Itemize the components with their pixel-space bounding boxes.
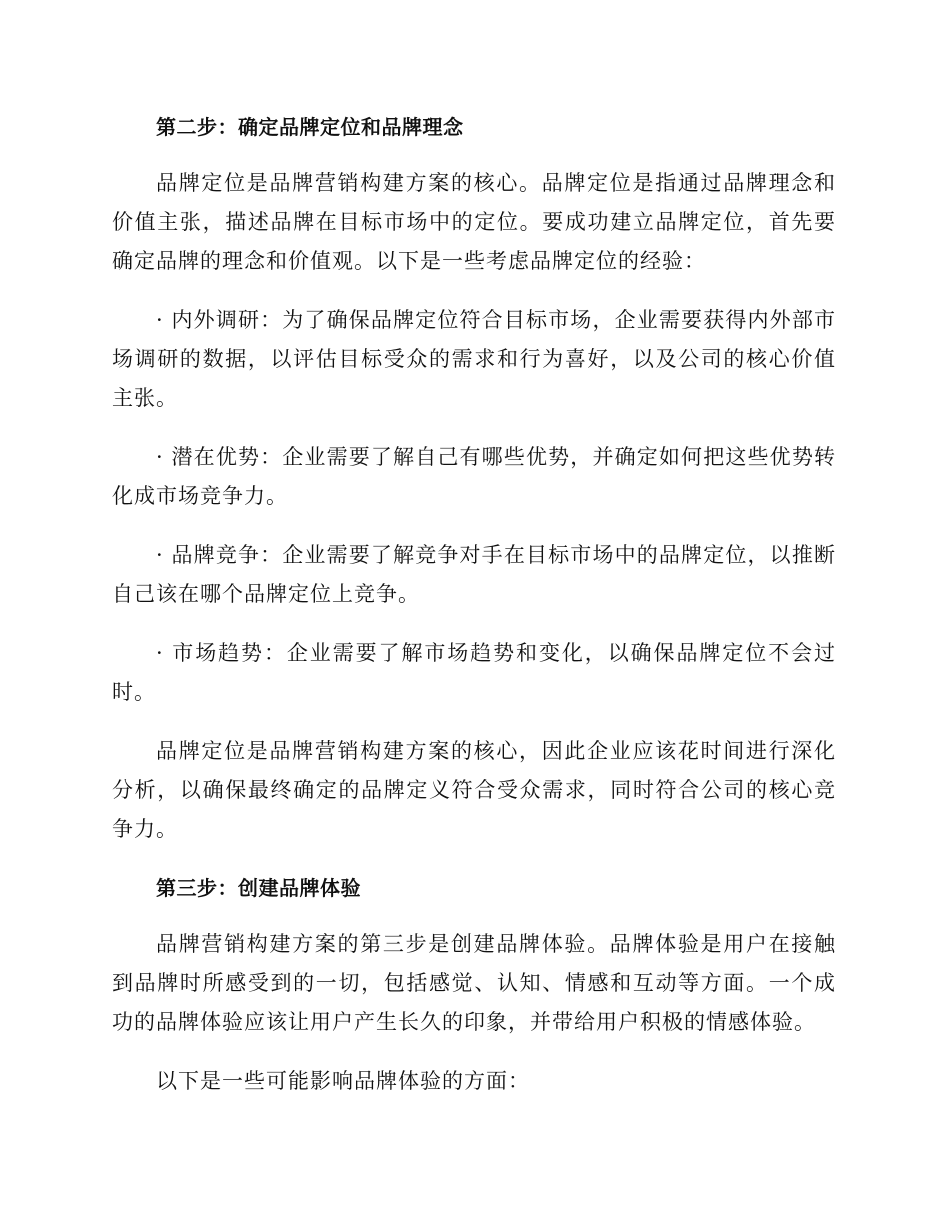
bullet-internal-external-research: · 内外调研：为了确保品牌定位符合目标市场，企业需要获得内外部市场调研的数据，以评估目标受众的需求和行为喜好，以及公司的核心价值主张。 <box>112 308 836 410</box>
paragraph-brand-experience-lead: 以下是一些可能影响品牌体验的方面： <box>156 1069 530 1093</box>
section-heading-step-3: 第三步：创建品牌体验 <box>156 876 361 900</box>
bullet-brand-competition: · 品牌竞争：企业需要了解竞争对手在目标市场中的品牌定位，以推断自己该在哪个品牌定位上竞争。 <box>112 543 836 606</box>
bullet-potential-advantages: · 潜在优势：企业需要了解自己有哪些优势，并确定如何把这些优势转化成市场竞争力。 <box>112 445 836 508</box>
bullet-market-trends: · 市场趋势：企业需要了解市场趋势和变化，以确保品牌定位不会过时。 <box>112 641 836 704</box>
section-heading-step-2: 第二步：确定品牌定位和品牌理念 <box>156 115 464 139</box>
paragraph-brand-experience-intro: 品牌营销构建方案的第三步是创建品牌体验。品牌体验是用户在接触到品牌时所感受到的一切，包括感觉、认知、情感和互动等方面。一个成功的品牌体验应该让用户产生长久的印象，并带给用户积极的情感体验。 <box>112 932 836 1034</box>
paragraph-positioning-conclusion: 品牌定位是品牌营销构建方案的核心，因此企业应该花时间进行深化分析，以确保最终确定的品牌定义符合受众需求，同时符合公司的核心竞争力。 <box>112 739 836 841</box>
document-body <box>112 108 836 1121</box>
paragraph-positioning-intro: 品牌定位是品牌营销构建方案的核心。品牌定位是指通过品牌理念和价值主张，描述品牌在目标市场中的定位。要成功建立品牌定位，首先要确定品牌的理念和价值观。以下是一些考虑品牌定位的经验： <box>112 171 836 273</box>
